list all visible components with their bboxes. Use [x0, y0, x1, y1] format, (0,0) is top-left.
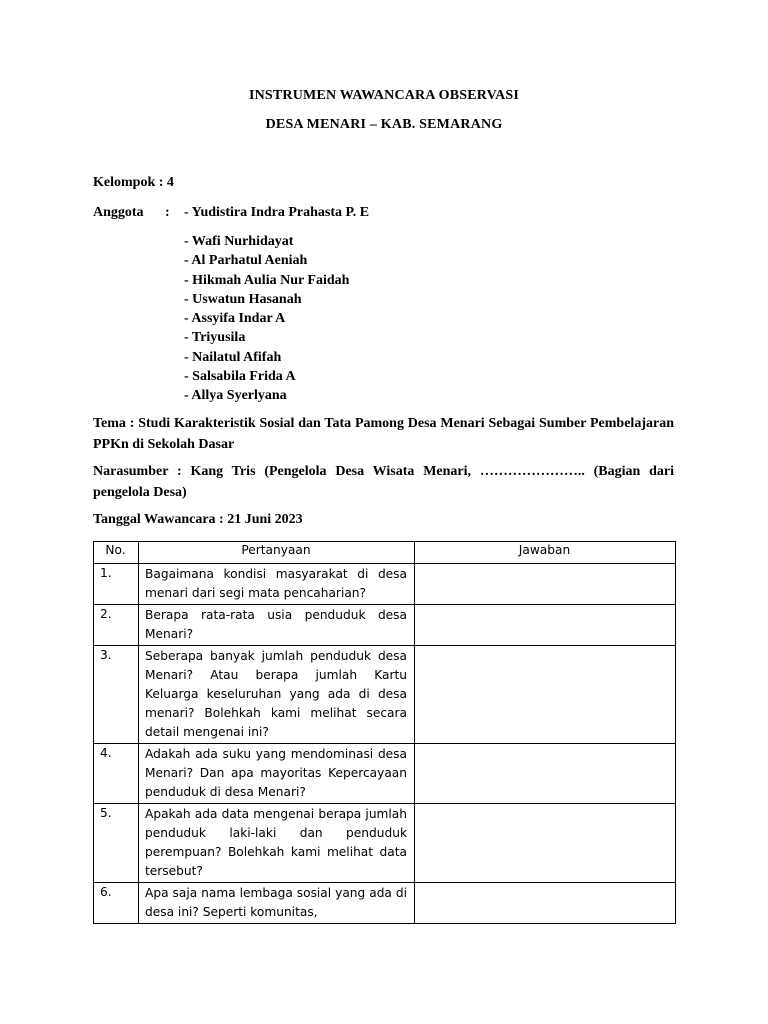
answer-cell[interactable] — [415, 804, 676, 883]
row-number: 3. — [94, 646, 139, 744]
member-item: - Wafi Nurhidayat — [184, 234, 294, 249]
interview-date: Tanggal Wawancara : 21 Juni 2023 — [93, 512, 303, 527]
member-item: - Hikmah Aulia Nur Faidah — [184, 272, 350, 288]
header-answer: Jawaban — [415, 542, 676, 564]
question-cell: Berapa rata-rata usia penduduk desa Menari? — [139, 605, 415, 646]
row-number: 4. — [94, 744, 139, 804]
member-item: - Salsabila Frida A — [184, 369, 296, 385]
answer-cell[interactable] — [415, 646, 676, 744]
question-cell: Adakah ada suku yang mendominasi desa Menari? Dan apa mayoritas Kepercayaan penduduk di desa Menari? — [139, 744, 415, 804]
table-header-row — [94, 542, 676, 564]
group-number: Kelompok : 4 — [93, 175, 174, 190]
document-subtitle: DESA MENARI – KAB. SEMARANG — [265, 117, 503, 132]
member-item: - Al Parhatul Aeniah — [184, 253, 308, 269]
row-number: 1. — [94, 564, 139, 605]
answer-cell[interactable] — [415, 744, 676, 804]
question-cell: Seberapa banyak jumlah penduduk desa Menari? Atau berapa jumlah Kartu Keluarga keseluruhan yang ada di desa menari? Bolehkah kami melihat secara detail mengenai ini? — [139, 646, 415, 744]
members-list — [184, 232, 349, 406]
row-number: 5. — [94, 804, 139, 883]
member-item: - Yudistira Indra Prahasta P. E — [184, 205, 370, 220]
question-cell: Bagaimana kondisi masyarakat di desa menari dari segi mata pencaharian? — [139, 564, 415, 605]
header-question: Pertanyaan — [139, 542, 415, 564]
table-row — [94, 646, 676, 744]
members-label: Anggota — [93, 205, 144, 220]
interview-table — [93, 541, 676, 924]
table-row — [94, 564, 676, 605]
table-row — [94, 804, 676, 883]
answer-cell[interactable] — [415, 564, 676, 605]
member-item: - Triyusila — [184, 330, 246, 346]
member-item: - Nailatul Afifah — [184, 349, 282, 365]
row-number: 2. — [94, 605, 139, 646]
member-item: - Allya Syerlyana — [184, 388, 287, 404]
member-item: - Assyifa Indar A — [184, 311, 286, 327]
document-title: INSTRUMEN WAWANCARA OBSERVASI — [248, 88, 520, 103]
member-item: - Uswatun Hasanah — [184, 291, 302, 307]
source-paragraph: Narasumber : Kang Tris (Pengelola Desa Wisata Menari, ………………….. (Bagian dari pengelola Desa) — [93, 464, 674, 500]
question-cell: Apakah ada data mengenai berapa jumlah penduduk laki-laki dan penduduk perempuan? Bolehkah kami melihat data tersebut? — [139, 804, 415, 883]
table-row — [94, 883, 676, 924]
question-cell: Apa saja nama lembaga sosial yang ada di desa ini? Seperti komunitas, — [139, 883, 415, 924]
table-row — [94, 605, 676, 646]
table-row — [94, 744, 676, 804]
header-no: No. — [94, 542, 139, 564]
answer-cell[interactable] — [415, 605, 676, 646]
theme-paragraph: Tema : Studi Karakteristik Sosial dan Tata Pamong Desa Menari Sebagai Sumber Pembelajaran PPKn di Sekolah Dasar — [93, 416, 674, 452]
members-colon: : — [165, 205, 170, 220]
answer-cell[interactable] — [415, 883, 676, 924]
row-number: 6. — [94, 883, 139, 924]
